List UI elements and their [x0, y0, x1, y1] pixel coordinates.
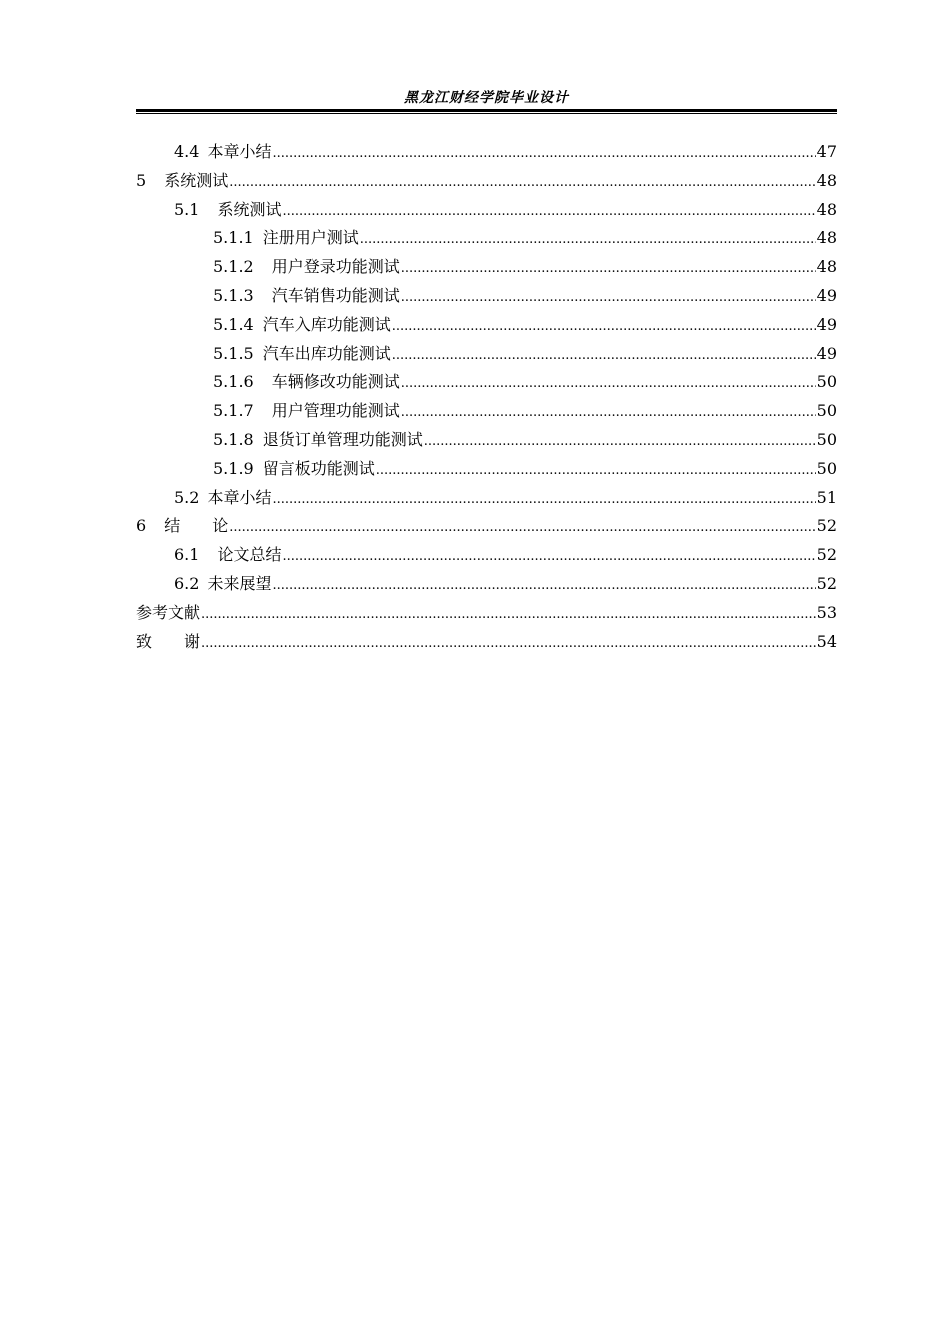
- toc-dot-leader: [360, 226, 816, 255]
- toc-dot-leader: [392, 342, 816, 371]
- toc-entry-title: 用户登录功能测试: [271, 257, 400, 277]
- toc-entry[interactable]: [136, 340, 837, 369]
- toc-dot-leader: [272, 486, 815, 515]
- toc-dot-leader: [272, 140, 815, 169]
- toc-entry-number: 5.1.8: [213, 429, 254, 449]
- toc-entry-page-number: 48: [816, 199, 837, 219]
- toc-entry-number: 5.1.2: [213, 257, 254, 277]
- toc-entry-page-number: 49: [816, 314, 837, 334]
- toc-entry-page-number: 50: [816, 372, 837, 392]
- toc-entry-number: 5.1.7: [213, 401, 254, 421]
- toc-entry-title: 系统测试: [164, 170, 229, 190]
- toc-entry[interactable]: [136, 196, 837, 225]
- toc-entry[interactable]: [136, 311, 837, 340]
- toc-entry-page-number: 52: [816, 573, 837, 593]
- toc-dot-leader: [282, 543, 815, 572]
- toc-entry[interactable]: [136, 455, 837, 484]
- toc-entry[interactable]: [136, 628, 837, 657]
- toc-entry-page-number: 54: [816, 631, 837, 651]
- toc-entry[interactable]: [136, 224, 837, 253]
- toc-dot-leader: [424, 428, 816, 457]
- toc-entry-number: 6: [136, 516, 147, 536]
- toc-entry[interactable]: [136, 167, 837, 196]
- toc-entry-title: 未来展望: [207, 573, 272, 593]
- toc-entry-number: 6.1: [174, 545, 200, 565]
- toc-entry-page-number: 50: [816, 458, 837, 478]
- toc-entry[interactable]: [136, 253, 837, 282]
- toc-entry-title: 汽车出库功能测试: [262, 343, 391, 363]
- toc-entry-title: 用户管理功能测试: [271, 401, 400, 421]
- toc-entry[interactable]: [136, 368, 837, 397]
- toc-entry-page-number: 52: [816, 545, 837, 565]
- toc-entry-page-number: 53: [816, 602, 837, 622]
- toc-entry-number: 6.2: [174, 573, 200, 593]
- toc-dot-leader: [282, 198, 815, 227]
- toc-entry-page-number: 50: [816, 429, 837, 449]
- toc-entry[interactable]: [136, 541, 837, 570]
- toc-entry-number: 5.1.5: [213, 343, 254, 363]
- toc-entry-title: 本章小结: [207, 487, 272, 507]
- page-header-title: 黑龙江财经学院毕业设计: [404, 90, 569, 106]
- toc-entry-page-number: 50: [816, 401, 837, 421]
- toc-entry-number: 5.1.3: [213, 285, 254, 305]
- toc-entry[interactable]: [136, 484, 837, 513]
- toc-entry-page-number: 51: [816, 487, 837, 507]
- toc-dot-leader: [401, 370, 816, 399]
- toc-entry-number: 5.1.1: [213, 228, 254, 248]
- toc-entry-page-number: 49: [816, 285, 837, 305]
- toc-entry-title: 车辆修改功能测试: [271, 372, 400, 392]
- toc-dot-leader: [401, 284, 816, 313]
- toc-entry[interactable]: [136, 426, 837, 455]
- toc-entry-title: 本章小结: [207, 142, 272, 161]
- header-rule-thick: [136, 109, 837, 112]
- toc-dot-leader: [201, 630, 816, 659]
- toc-entry-title: 结 论: [164, 516, 229, 536]
- toc-dot-leader: [392, 313, 816, 342]
- toc-entry-title: 系统测试: [217, 199, 282, 219]
- header-rule-thin: [136, 113, 837, 114]
- toc-entry[interactable]: [136, 397, 837, 426]
- toc-entry-title: 退货订单管理功能测试: [262, 429, 423, 449]
- toc-entry-title: 汽车销售功能测试: [271, 285, 400, 305]
- toc-entry-number: 5.1.4: [213, 314, 254, 334]
- toc-dot-leader: [229, 169, 815, 198]
- toc-entry-title: 参考文献: [136, 602, 201, 622]
- toc-dot-leader: [376, 457, 816, 486]
- toc-entry-number: 5.1: [174, 199, 200, 219]
- toc-entry[interactable]: [136, 512, 837, 541]
- toc-dot-leader: [401, 255, 816, 284]
- toc-dot-leader: [201, 601, 816, 630]
- toc-entry[interactable]: [136, 599, 837, 628]
- toc-entry-page-number: 52: [816, 516, 837, 536]
- toc-dot-leader: [272, 572, 815, 601]
- toc-entry-page-number: 47: [816, 142, 837, 161]
- toc-entry-title: 留言板功能测试: [262, 458, 375, 478]
- toc-entry[interactable]: [136, 282, 837, 311]
- toc-dot-leader: [229, 514, 815, 543]
- toc-entry-page-number: 48: [816, 228, 837, 248]
- toc-entry-page-number: 48: [816, 170, 837, 190]
- toc-entry-title: 注册用户测试: [262, 228, 359, 248]
- toc-entry-page-number: 49: [816, 343, 837, 363]
- toc-entry-number: 5.2: [174, 487, 200, 507]
- table-of-contents: [136, 138, 837, 656]
- toc-entry-title: 论文总结: [217, 545, 282, 565]
- toc-entry-number: 5: [136, 170, 147, 190]
- toc-entry[interactable]: [136, 570, 837, 599]
- toc-dot-leader: [401, 399, 816, 428]
- toc-entry-number: 5.1.6: [213, 372, 254, 392]
- toc-entry-title: 汽车入库功能测试: [262, 314, 391, 334]
- toc-entry-number: 5.1.9: [213, 458, 254, 478]
- toc-entry-page-number: 48: [816, 257, 837, 277]
- toc-entry-number: 4.4: [174, 142, 200, 161]
- toc-entry[interactable]: [136, 138, 837, 167]
- toc-entry-title: 致 谢: [136, 631, 201, 651]
